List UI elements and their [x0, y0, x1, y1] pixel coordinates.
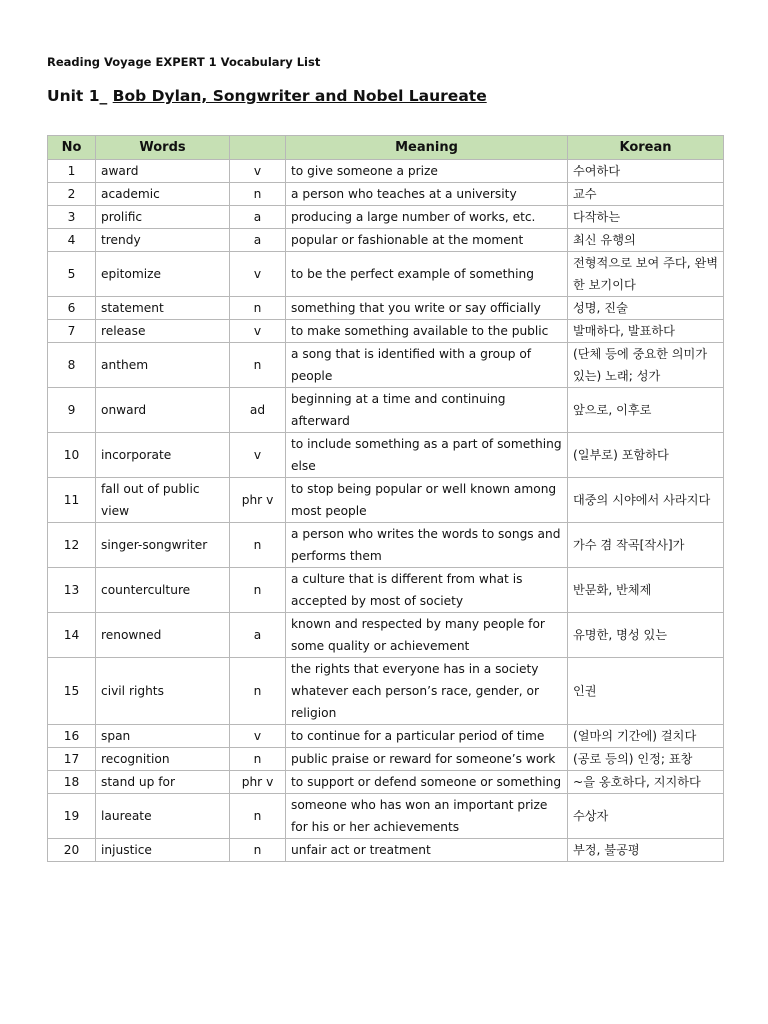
- cell-word: statement: [96, 297, 230, 320]
- table-row: [48, 725, 724, 748]
- table-row: [48, 523, 724, 568]
- cell-meaning: to give someone a prize: [286, 160, 568, 183]
- cell-pos: v: [230, 320, 286, 343]
- cell-korean: 발매하다, 발표하다: [568, 320, 724, 343]
- cell-word: civil rights: [96, 658, 230, 725]
- cell-no: 15: [48, 658, 96, 725]
- cell-korean: 앞으로, 이후로: [568, 388, 724, 433]
- cell-no: 6: [48, 297, 96, 320]
- cell-no: 11: [48, 478, 96, 523]
- cell-word: injustice: [96, 839, 230, 862]
- cell-korean: (단체 등에 중요한 의미가 있는) 노래; 성가: [568, 343, 724, 388]
- cell-korean: (얼마의 기간에) 걸치다: [568, 725, 724, 748]
- col-header-words: Words: [96, 136, 230, 160]
- cell-korean: 가수 겸 작곡[작사]가: [568, 523, 724, 568]
- cell-no: 9: [48, 388, 96, 433]
- cell-word: laureate: [96, 794, 230, 839]
- cell-pos: a: [230, 613, 286, 658]
- unit-prefix: Unit 1_: [47, 87, 113, 105]
- cell-word: onward: [96, 388, 230, 433]
- document-header: Reading Voyage EXPERT 1 Vocabulary List: [47, 55, 321, 69]
- table-row: [48, 183, 724, 206]
- cell-word: recognition: [96, 748, 230, 771]
- cell-meaning: beginning at a time and continuing afterward: [286, 388, 568, 433]
- cell-korean: 교수: [568, 183, 724, 206]
- cell-meaning: to be the perfect example of something: [286, 252, 568, 297]
- cell-pos: n: [230, 568, 286, 613]
- cell-word: epitomize: [96, 252, 230, 297]
- col-header-pos: [230, 136, 286, 160]
- table-row: [48, 252, 724, 297]
- cell-meaning: producing a large number of works, etc.: [286, 206, 568, 229]
- table-row: [48, 229, 724, 252]
- cell-meaning: a person who writes the words to songs and performs them: [286, 523, 568, 568]
- cell-meaning: to continue for a particular period of time: [286, 725, 568, 748]
- cell-word: singer-songwriter: [96, 523, 230, 568]
- cell-pos: n: [230, 748, 286, 771]
- cell-pos: v: [230, 433, 286, 478]
- table-row: [48, 160, 724, 183]
- cell-meaning: unfair act or treatment: [286, 839, 568, 862]
- cell-meaning: to support or defend someone or something: [286, 771, 568, 794]
- cell-pos: phr v: [230, 478, 286, 523]
- cell-korean: 다작하는: [568, 206, 724, 229]
- table-row: [48, 771, 724, 794]
- cell-korean: 수상자: [568, 794, 724, 839]
- cell-pos: n: [230, 183, 286, 206]
- cell-no: 19: [48, 794, 96, 839]
- cell-korean: (일부로) 포함하다: [568, 433, 724, 478]
- cell-meaning: a person who teaches at a university: [286, 183, 568, 206]
- cell-word: academic: [96, 183, 230, 206]
- cell-no: 12: [48, 523, 96, 568]
- cell-korean: (공로 등의) 인정; 표창: [568, 748, 724, 771]
- cell-meaning: popular or fashionable at the moment: [286, 229, 568, 252]
- cell-no: 17: [48, 748, 96, 771]
- cell-no: 4: [48, 229, 96, 252]
- cell-meaning: a culture that is different from what is accepted by most of society: [286, 568, 568, 613]
- cell-pos: v: [230, 252, 286, 297]
- table-row: [48, 206, 724, 229]
- cell-pos: a: [230, 229, 286, 252]
- table-row: [48, 343, 724, 388]
- unit-title: [47, 87, 487, 105]
- col-header-no: No: [48, 136, 96, 160]
- table-header-row: [48, 136, 724, 160]
- table-row: [48, 658, 724, 725]
- cell-word: award: [96, 160, 230, 183]
- cell-no: 13: [48, 568, 96, 613]
- vocabulary-table: [47, 135, 724, 862]
- table-row: [48, 297, 724, 320]
- table-body: [48, 160, 724, 862]
- cell-korean: 부정, 불공평: [568, 839, 724, 862]
- table-row: [48, 478, 724, 523]
- table-row: [48, 568, 724, 613]
- cell-korean: 최신 유행의: [568, 229, 724, 252]
- cell-korean: 인권: [568, 658, 724, 725]
- cell-korean: 성명, 진술: [568, 297, 724, 320]
- cell-word: fall out of public view: [96, 478, 230, 523]
- cell-meaning: something that you write or say officially: [286, 297, 568, 320]
- table-row: [48, 748, 724, 771]
- cell-pos: n: [230, 343, 286, 388]
- unit-title-text: Bob Dylan, Songwriter and Nobel Laureate: [112, 87, 487, 105]
- cell-no: 10: [48, 433, 96, 478]
- cell-meaning: public praise or reward for someone’s work: [286, 748, 568, 771]
- cell-meaning: to include something as a part of something else: [286, 433, 568, 478]
- cell-meaning: to make something available to the public: [286, 320, 568, 343]
- cell-pos: ad: [230, 388, 286, 433]
- cell-no: 7: [48, 320, 96, 343]
- cell-pos: n: [230, 297, 286, 320]
- cell-pos: a: [230, 206, 286, 229]
- cell-korean: 반문화, 반체제: [568, 568, 724, 613]
- cell-pos: n: [230, 794, 286, 839]
- cell-word: release: [96, 320, 230, 343]
- table-row: [48, 388, 724, 433]
- cell-korean: 수여하다: [568, 160, 724, 183]
- cell-word: renowned: [96, 613, 230, 658]
- table-row: [48, 433, 724, 478]
- table-row: [48, 320, 724, 343]
- cell-pos: v: [230, 160, 286, 183]
- cell-word: span: [96, 725, 230, 748]
- cell-korean: 유명한, 명성 있는: [568, 613, 724, 658]
- cell-no: 16: [48, 725, 96, 748]
- cell-korean: ~을 옹호하다, 지지하다: [568, 771, 724, 794]
- cell-no: 18: [48, 771, 96, 794]
- cell-pos: n: [230, 658, 286, 725]
- cell-pos: n: [230, 523, 286, 568]
- cell-meaning: known and respected by many people for some quality or achievement: [286, 613, 568, 658]
- cell-word: stand up for: [96, 771, 230, 794]
- table-row: [48, 613, 724, 658]
- cell-pos: v: [230, 725, 286, 748]
- cell-word: trendy: [96, 229, 230, 252]
- cell-korean: 전형적으로 보여 주다, 완벽한 보기이다: [568, 252, 724, 297]
- cell-pos: n: [230, 839, 286, 862]
- cell-no: 8: [48, 343, 96, 388]
- cell-no: 2: [48, 183, 96, 206]
- cell-word: anthem: [96, 343, 230, 388]
- cell-no: 5: [48, 252, 96, 297]
- cell-no: 20: [48, 839, 96, 862]
- cell-no: 14: [48, 613, 96, 658]
- table-row: [48, 794, 724, 839]
- cell-word: counterculture: [96, 568, 230, 613]
- cell-word: incorporate: [96, 433, 230, 478]
- col-header-meaning: Meaning: [286, 136, 568, 160]
- cell-meaning: someone who has won an important prize for his or her achievements: [286, 794, 568, 839]
- col-header-korean: Korean: [568, 136, 724, 160]
- cell-pos: phr v: [230, 771, 286, 794]
- cell-no: 1: [48, 160, 96, 183]
- table-row: [48, 839, 724, 862]
- cell-no: 3: [48, 206, 96, 229]
- cell-word: prolific: [96, 206, 230, 229]
- cell-meaning: the rights that everyone has in a society whatever each person’s race, gender, or religion: [286, 658, 568, 725]
- cell-meaning: to stop being popular or well known among most people: [286, 478, 568, 523]
- cell-meaning: a song that is identified with a group of people: [286, 343, 568, 388]
- cell-korean: 대중의 시야에서 사라지다: [568, 478, 724, 523]
